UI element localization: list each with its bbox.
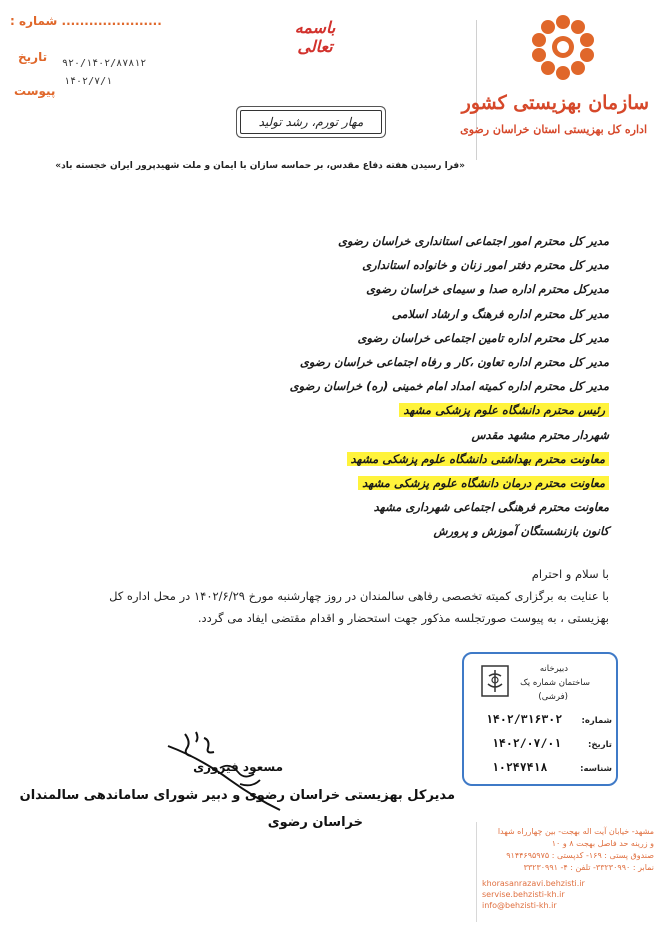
letter-number-value: ۹۲۰/۱۴۰۲/۸۷۸۱۲: [62, 58, 147, 69]
ministry-emblem-icon: [480, 664, 510, 698]
recipient-line: [49, 374, 609, 398]
org-logo: [530, 14, 596, 80]
recipient-line: [49, 447, 609, 471]
stamp-id-label: شناسه:: [580, 764, 612, 774]
basmala: باسمه تعالی: [294, 18, 336, 56]
recipient-line: [49, 519, 609, 543]
body-paragraph-line2: بهزیستی ، به پیوست صورتجلسه مذکور جهت استحضار و اقدام مقتضی ایفاد می گردد.: [197, 611, 609, 625]
recipient-line: [49, 350, 609, 374]
recipient-line: [49, 495, 609, 519]
footer-email[interactable]: info@behzisti-kh.ir: [482, 901, 557, 910]
recipient-line: [49, 253, 609, 277]
recipient-text: معاونت محترم درمان دانشگاه علوم پزشکی مشهد: [358, 476, 609, 490]
footer-address: [482, 826, 654, 874]
org-subtitle: اداره کل بهزیستی استان خراسان رضوی: [460, 123, 647, 136]
recipient-text: مدیر کل محترم اداره تعاون ،کار و رفاه اجتماعی خراسان رضوی: [299, 354, 609, 369]
recipient-text: مدیر کل محترم اداره فرهنگ و ارشاد اسلامی: [391, 306, 609, 321]
year-slogan-box: مهار تورم، رشد تولید: [240, 110, 382, 134]
recipient-line: [49, 471, 609, 495]
letter-date-label: تاریخ: [18, 50, 48, 64]
stamp-office: دبیرخانه: [539, 664, 568, 674]
recipients-list: [49, 229, 609, 543]
recipient-line: [49, 277, 609, 301]
stamp-date-label: تاریخ:: [588, 740, 612, 750]
stamp-number-label: شماره:: [581, 716, 612, 726]
letter-meta: [10, 14, 162, 104]
recipient-text: رئیس محترم دانشگاه علوم پزشکی مشهد: [399, 403, 609, 417]
stamp-id-value: ۱۰۲۴۷۴۱۸: [492, 760, 548, 774]
footer-address-line1: مشهد- خیابان آیت اله بهجت- بین چهارراه شهدا: [497, 827, 654, 836]
recipient-text: معاونت محترم بهداشتی دانشگاه علوم پزشکی مشهد: [347, 452, 609, 466]
signatory-title-line2: خراسان رضوی: [267, 815, 363, 830]
recipient-text: معاونت محترم فرهنگی اجتماعی شهرداری مشهد: [373, 500, 609, 515]
letter-attachment-label: پیوست: [14, 84, 56, 98]
footer-website-1[interactable]: khorasanrazavi.behzisti.ir: [482, 879, 585, 888]
recipient-text: مدیر کل محترم اداره کمیته امداد امام خمینی (ره) خراسان رضوی: [289, 379, 609, 394]
signatory-title-line1: مدیرکل بهزیستی خراسان رضوی و دبیر شورای ساماندهی سالمندان: [19, 788, 455, 803]
footer-address-line2: و زرینه حد فاصل بهجت ۸ و ۱۰: [551, 839, 654, 848]
stamp-building-sub: (فرشی): [538, 692, 568, 702]
flower-logo-icon: [530, 14, 596, 80]
recipient-line: [49, 326, 609, 350]
body-paragraph-line1: با عنایت به برگزاری کمیته تخصصی رفاهی سالمندان در روز چهارشنبه مورخ ۱۴۰۲/۶/۲۹ در محل اداره کل: [109, 589, 609, 603]
footer-phones: نمابر : ۳۳۲۳۰۹۹۰- تلفن : ۴- ۳۳۲۳۰۹۹۱: [523, 863, 654, 872]
stamp-date-value: ۱۴۰۲/۰۷/۰۱: [492, 736, 562, 750]
recipient-text: مدیر کل محترم امور اجتماعی استانداری خراسان رضوی: [338, 234, 609, 248]
stamp-building: ساختمان شماره یک: [520, 678, 590, 688]
recipient-text: مدیرکل محترم اداره صدا و سیمای خراسان رضوی: [366, 282, 609, 297]
org-name: سازمان بهزیستی کشور: [461, 92, 649, 114]
footer-postal: صندوق پستی : ۱۶۹- کدپستی : ۹۱۴۴۶۹۵۹۷۵: [506, 851, 654, 860]
signatory-name: مسعود فیروزی: [193, 760, 283, 774]
recipient-text: کانون بازنشستگان آموزش و پرورش: [433, 524, 609, 539]
stamp-number-value: ۱۴۰۲/۳۱۶۳۰۲: [486, 712, 563, 726]
recipient-line: [49, 302, 609, 326]
greeting: با سلام و احترام: [531, 567, 609, 581]
letter-date-value: ۱۴۰۲/۷/۱: [64, 76, 113, 87]
footer-website-2[interactable]: servise.behzisti-kh.ir: [482, 890, 565, 899]
registry-stamp: [462, 652, 618, 786]
motto-line: «فرا رسیدن هفته دفاع مقدس، بر حماسه سازان با ایمان و ملت شهیدپرور ایران خجسته باد»: [55, 161, 465, 171]
recipient-line: [49, 398, 609, 422]
header-divider: [476, 20, 477, 160]
recipient-text: مدیر کل محترم اداره تامین اجتماعی خراسان رضوی: [357, 330, 609, 345]
letter-number-label: : شماره ......................: [10, 14, 162, 28]
footer-web: [482, 878, 652, 911]
recipient-text: شهردار محترم مشهد مقدس: [471, 427, 609, 442]
recipient-text: مدیر کل محترم دفتر امور زنان و خانواده استانداری: [362, 258, 609, 273]
recipient-line: [49, 229, 609, 253]
footer-divider: [476, 822, 477, 922]
recipient-line: [49, 423, 609, 447]
